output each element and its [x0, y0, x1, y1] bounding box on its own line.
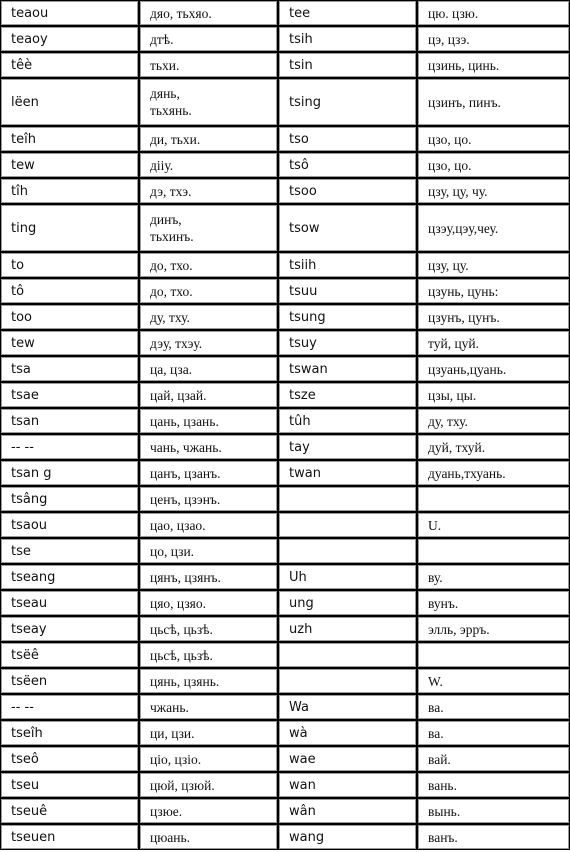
cell-text: tsing [289, 94, 321, 110]
cell-text: цзу, цу, чу. [428, 183, 488, 199]
cell-text: дтѣ. [150, 31, 174, 47]
cell-text: wan [289, 777, 316, 793]
cyrillic-cell [417, 408, 570, 434]
latin-cell [278, 486, 417, 512]
cell-text: W. [428, 673, 443, 689]
latin-cell [278, 460, 417, 486]
cyrillic-cell [139, 252, 278, 278]
cyrillic-cell [417, 382, 570, 408]
latin-cell [0, 720, 139, 746]
table-row [0, 486, 570, 512]
latin-cell [0, 252, 139, 278]
cyrillic-cell [417, 642, 570, 668]
latin-cell [278, 642, 417, 668]
cell-text: цянь, цзянь. [150, 673, 220, 689]
cell-text: tsih [289, 31, 313, 47]
cell-text: tew [11, 157, 35, 173]
cell-text: teaoy [11, 31, 48, 47]
table-row [0, 460, 570, 486]
cell-text: tsan [11, 413, 40, 429]
cyrillic-cell [417, 52, 570, 78]
cell-text: U. [428, 517, 442, 533]
cell-text: цзы, цы. [428, 387, 477, 403]
cyrillic-cell [139, 512, 278, 538]
cell-text: têè [11, 57, 33, 73]
latin-cell [0, 746, 139, 772]
latin-cell [278, 52, 417, 78]
cell-text: tsoo [289, 183, 317, 199]
cyrillic-cell [417, 538, 570, 564]
table-row [0, 304, 570, 330]
cell-text: цао, цзао. [150, 517, 206, 533]
cell-text: Wa [289, 699, 309, 715]
table-row [0, 252, 570, 278]
cell-text: tsow [289, 220, 320, 236]
cell-text: tûh [289, 413, 311, 429]
cyrillic-cell [139, 304, 278, 330]
latin-cell [278, 26, 417, 52]
cell-text: tsung [289, 309, 326, 325]
cell-text: цзюе. [150, 803, 183, 819]
cyrillic-cell [417, 460, 570, 486]
cell-text: цюань. [150, 829, 191, 845]
cell-text: цзэу,цэу,чеу. [428, 220, 499, 236]
cell-text: ду, тху. [428, 413, 468, 429]
latin-cell [278, 126, 417, 152]
table-row [0, 356, 570, 382]
cell-text: цзу, цу. [428, 257, 469, 273]
latin-cell [0, 78, 139, 126]
table-row [0, 642, 570, 668]
cyrillic-cell [139, 590, 278, 616]
cell-text: цьсѣ, цьзѣ. [150, 621, 213, 637]
latin-cell [0, 798, 139, 824]
cell-text: tsëê [11, 647, 39, 663]
cyrillic-cell [139, 798, 278, 824]
cyrillic-cell [139, 126, 278, 152]
cell-text: teaou [11, 5, 49, 21]
latin-cell [0, 126, 139, 152]
cell-text: цяо, цзяо. [150, 595, 206, 611]
latin-cell [278, 152, 417, 178]
cell-text: ung [289, 595, 314, 611]
latin-cell [0, 330, 139, 356]
latin-cell [0, 772, 139, 798]
cyrillic-cell [139, 152, 278, 178]
cell-text: цзо, цо. [428, 157, 472, 173]
cell-text: tse [11, 543, 31, 559]
cyrillic-cell [139, 356, 278, 382]
cyrillic-cell [139, 486, 278, 512]
cell-text: tsa [11, 361, 31, 377]
cell-text: ва. [428, 699, 444, 715]
table-row [0, 434, 570, 460]
table-row [0, 330, 570, 356]
cell-text: tsze [289, 387, 316, 403]
cyrillic-cell [417, 278, 570, 304]
latin-cell [0, 356, 139, 382]
latin-cell [278, 178, 417, 204]
latin-cell [0, 52, 139, 78]
latin-cell [0, 538, 139, 564]
latin-cell [278, 204, 417, 252]
latin-cell [0, 668, 139, 694]
cyrillic-cell [139, 460, 278, 486]
cell-text: ду, тху. [150, 309, 190, 325]
cell-text: tswan [289, 361, 328, 377]
latin-cell [0, 278, 139, 304]
latin-cell [0, 460, 139, 486]
cyrillic-cell [417, 204, 570, 252]
table-row [0, 616, 570, 642]
cell-text: до, тхо. [150, 283, 193, 299]
table-row [0, 772, 570, 798]
cell-text: tseau [11, 595, 48, 611]
latin-cell [0, 824, 139, 850]
cell-text: цанъ, цзанъ. [150, 465, 221, 481]
latin-cell [278, 746, 417, 772]
cell-text: tseô [11, 751, 39, 767]
table-row [0, 564, 570, 590]
latin-cell [278, 590, 417, 616]
latin-cell [278, 512, 417, 538]
cell-text: ting [11, 220, 37, 236]
latin-cell [278, 772, 417, 798]
cell-text: tô [11, 283, 25, 299]
latin-cell [0, 204, 139, 252]
cell-text: до, тхо. [150, 257, 193, 273]
table-row [0, 512, 570, 538]
latin-cell [0, 616, 139, 642]
cyrillic-cell [139, 178, 278, 204]
cell-text: дэ, тхэ. [150, 183, 192, 199]
cyrillic-cell [417, 330, 570, 356]
cyrillic-cell [417, 694, 570, 720]
cell-text: динъ, тьхинъ. [150, 212, 194, 244]
cyrillic-cell [417, 616, 570, 642]
cyrillic-cell [139, 434, 278, 460]
latin-cell [278, 304, 417, 330]
table-row [0, 668, 570, 694]
latin-cell [278, 408, 417, 434]
cell-text: wae [289, 751, 316, 767]
cyrillic-cell [139, 0, 278, 26]
cell-text: twan [289, 465, 321, 481]
cell-text: дяо, тьхяо. [150, 5, 212, 21]
cyrillic-cell [417, 772, 570, 798]
table-row [0, 178, 570, 204]
cyrillic-cell [139, 382, 278, 408]
cell-text: туй, цуй. [428, 335, 480, 351]
cell-text: элль, эрръ. [428, 621, 490, 637]
latin-cell [0, 642, 139, 668]
cell-text: tsâng [11, 491, 48, 507]
latin-cell [278, 824, 417, 850]
cell-text: дііу. [150, 157, 174, 173]
cyrillic-cell [417, 720, 570, 746]
cell-text: цзунъ, цунъ. [428, 309, 500, 325]
table-row [0, 26, 570, 52]
cyrillic-cell [139, 538, 278, 564]
latin-cell [278, 564, 417, 590]
cyrillic-cell [417, 512, 570, 538]
cell-text: ци, цзи. [150, 725, 195, 741]
latin-cell [0, 486, 139, 512]
cyrillic-cell [139, 26, 278, 52]
cell-text: -- -- [11, 699, 34, 715]
cyrillic-cell [417, 152, 570, 178]
cell-text: ди, тьхи. [150, 131, 201, 147]
cyrillic-cell [139, 52, 278, 78]
cell-text: цьсѣ, цьзѣ. [150, 647, 213, 663]
cyrillic-cell [139, 772, 278, 798]
cyrillic-cell [139, 746, 278, 772]
table-row [0, 382, 570, 408]
cyrillic-cell [139, 278, 278, 304]
cyrillic-cell [417, 304, 570, 330]
cyrillic-cell [417, 590, 570, 616]
cell-text: чань, чжань. [150, 439, 222, 455]
table-row [0, 538, 570, 564]
table-row [0, 720, 570, 746]
cell-text: ца, цза. [150, 361, 193, 377]
latin-cell [0, 178, 139, 204]
cyrillic-cell [139, 78, 278, 126]
cell-text: tseang [11, 569, 56, 585]
cell-text: tsin [289, 57, 313, 73]
table-row [0, 52, 570, 78]
table-row [0, 152, 570, 178]
latin-cell [278, 720, 417, 746]
table-row [0, 78, 570, 126]
table-row [0, 408, 570, 434]
cyrillic-cell [417, 434, 570, 460]
cyrillic-cell [139, 824, 278, 850]
table-row [0, 824, 570, 850]
latin-cell [278, 798, 417, 824]
cell-text: цань, цзань. [150, 413, 219, 429]
cyrillic-cell [139, 616, 278, 642]
cyrillic-cell [139, 720, 278, 746]
latin-cell [278, 694, 417, 720]
cell-text: вынь. [428, 803, 461, 819]
cell-text: to [11, 257, 25, 273]
cell-text: Uh [289, 569, 307, 585]
cell-text: lëen [11, 94, 39, 110]
cell-text: дуй, тхуй. [428, 439, 486, 455]
cell-text: дэу, тхэу. [150, 335, 203, 351]
cell-text: teîh [11, 131, 36, 147]
cell-text: tsuu [289, 283, 318, 299]
cyrillic-cell [417, 252, 570, 278]
latin-cell [278, 538, 417, 564]
cyrillic-cell [417, 178, 570, 204]
cell-text: цай, цзай. [150, 387, 207, 403]
latin-cell [278, 668, 417, 694]
cyrillic-cell [139, 642, 278, 668]
cell-text: цо, цзи. [150, 543, 195, 559]
latin-cell [278, 252, 417, 278]
cell-text: tseay [11, 621, 47, 637]
cyrillic-cell [417, 356, 570, 382]
cell-text: tîh [11, 183, 28, 199]
cell-text: tseîh [11, 725, 43, 741]
latin-cell [0, 0, 139, 26]
cell-text: tsae [11, 387, 39, 403]
table-row [0, 126, 570, 152]
latin-cell [278, 616, 417, 642]
cell-text: ву. [428, 569, 443, 585]
cell-text: tseuen [11, 829, 56, 845]
latin-cell [0, 382, 139, 408]
cyrillic-cell [417, 564, 570, 590]
latin-cell [278, 356, 417, 382]
table-row [0, 746, 570, 772]
latin-cell [0, 512, 139, 538]
cyrillic-cell [139, 408, 278, 434]
cell-text: цянъ, цзянъ. [150, 569, 221, 585]
cell-text: цзинь, цинь. [428, 57, 500, 73]
cell-text: ценъ, цзэнъ. [150, 491, 221, 507]
cell-text: вань. [428, 777, 457, 793]
latin-cell [278, 0, 417, 26]
cell-text: -- -- [11, 439, 34, 455]
cell-text: tsaou [11, 517, 48, 533]
table-row [0, 694, 570, 720]
latin-cell [0, 694, 139, 720]
cell-text: цзо, цо. [428, 131, 472, 147]
cyrillic-cell [417, 798, 570, 824]
cell-text: вунъ. [428, 595, 459, 611]
latin-cell [0, 304, 139, 330]
cell-text: tseuê [11, 803, 48, 819]
cell-text: tsuy [289, 335, 317, 351]
cell-text: too [11, 309, 33, 325]
latin-cell [0, 590, 139, 616]
cell-text: чжань. [150, 699, 189, 715]
cyrillic-cell [417, 78, 570, 126]
latin-cell [0, 152, 139, 178]
cell-text: цюй, цзюй. [150, 777, 215, 793]
cell-text: uzh [289, 621, 313, 637]
cell-text: wang [289, 829, 325, 845]
latin-cell [0, 408, 139, 434]
cell-text: цзинъ, пинъ. [428, 94, 501, 110]
cyrillic-cell [417, 0, 570, 26]
cyrillic-cell [417, 26, 570, 52]
table-row [0, 0, 570, 26]
latin-cell [278, 278, 417, 304]
cell-text: цю. цзю. [428, 5, 479, 21]
latin-cell [278, 434, 417, 460]
cell-text: wà [289, 725, 308, 741]
cyrillic-cell [139, 564, 278, 590]
cell-text: дуань,тхуань. [428, 465, 506, 481]
cell-text: tew [11, 335, 35, 351]
cell-text: ва. [428, 725, 444, 741]
cyrillic-cell [417, 126, 570, 152]
cell-text: tsiih [289, 257, 317, 273]
cyrillic-cell [139, 668, 278, 694]
cyrillic-cell [417, 668, 570, 694]
cell-text: тьхи. [150, 57, 180, 73]
cell-text: wân [289, 803, 316, 819]
latin-cell [278, 382, 417, 408]
cell-text: ціо, цзіо. [150, 751, 202, 767]
cyrillic-cell [139, 330, 278, 356]
latin-cell [278, 78, 417, 126]
cyrillic-cell [139, 204, 278, 252]
table-row [0, 278, 570, 304]
cell-text: tee [289, 5, 311, 21]
cell-text: tseu [11, 777, 40, 793]
latin-cell [0, 434, 139, 460]
latin-cell [0, 26, 139, 52]
cell-text: tsô [289, 157, 309, 173]
table-row [0, 204, 570, 252]
cyrillic-cell [417, 486, 570, 512]
latin-cell [0, 564, 139, 590]
cyrillic-cell [139, 694, 278, 720]
table-row [0, 590, 570, 616]
cell-text: цзуань,цуань. [428, 361, 507, 377]
cell-text: tsëen [11, 673, 48, 689]
cell-text: tso [289, 131, 309, 147]
cell-text: цэ, цзэ. [428, 31, 470, 47]
cell-text: цзунь, цунь: [428, 283, 499, 299]
cell-text: tsan g [11, 465, 52, 481]
cell-text: вай. [428, 751, 451, 767]
latin-cell [278, 330, 417, 356]
cell-text: дянь, тьхянь. [150, 86, 192, 118]
cell-text: ванъ. [428, 829, 458, 845]
cyrillic-cell [417, 746, 570, 772]
cyrillic-cell [417, 824, 570, 850]
table-row [0, 798, 570, 824]
cell-text: tay [289, 439, 310, 455]
